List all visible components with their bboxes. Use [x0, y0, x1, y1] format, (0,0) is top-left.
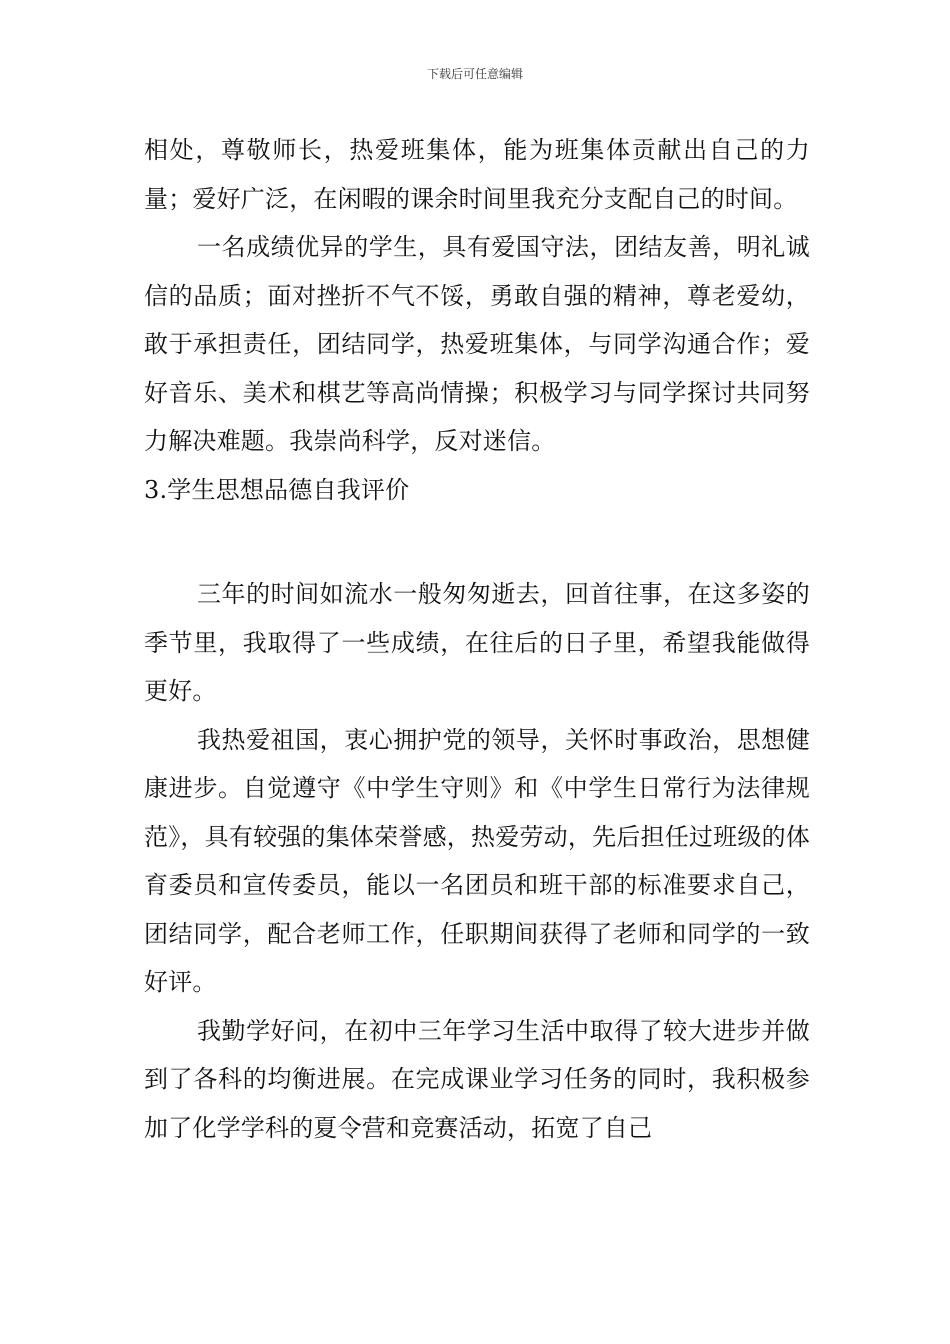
paragraph-continuation: 相处，尊敬师长，热爱班集体，能为班集体贡献出自己的力量；爱好广泛，在闲暇的课余时间里我充分支配自己的时间。 [144, 136, 810, 213]
paragraph-patriotism: 我热爱祖国，衷心拥护党的领导，关怀时事政治，思想健康进步。自觉遵守《中学生守则》和《中学生日常行为法律规范》，具有较强的集体荣誉感，热爱劳动，先后担任过班级的体育委员和宣传委员，能以一名团员和班干部的标准要求自己，团结同学，配合老师工作，任职期间获得了老师和同学的一致好评。 [144, 725, 810, 996]
section-spacer [144, 514, 810, 570]
page-header: 下载后可任意编辑 [426, 67, 523, 81]
section-heading: 3.学生思想品德自我评价 [144, 475, 410, 504]
paragraph-study: 我勤学好问，在初中三年学习生活中取得了较大进步并做到了各科的均衡进展。在完成课业学习任务的同时，我积极参加了化学学科的夏令营和竞赛活动，拓宽了自己 [144, 1016, 810, 1142]
document-body [144, 126, 810, 1152]
paragraph-student-qualities: 一名成绩优异的学生，具有爱国守法，团结友善，明礼诚信的品质；面对挫折不气不馁，勇敢自强的精神，尊老爱幼，敢于承担责任，团结同学，热爱班集体，与同学沟通合作；爱好音乐、美术和棋艺等高尚情操；积极学习与同学探讨共同努力解决难题。我崇尚科学，反对迷信。 [144, 233, 810, 455]
paragraph-three-years: 三年的时间如流水一般匆匆逝去，回首往事，在这多姿的季节里，我取得了一些成绩，在往后的日子里，希望我能做得更好。 [144, 580, 810, 705]
